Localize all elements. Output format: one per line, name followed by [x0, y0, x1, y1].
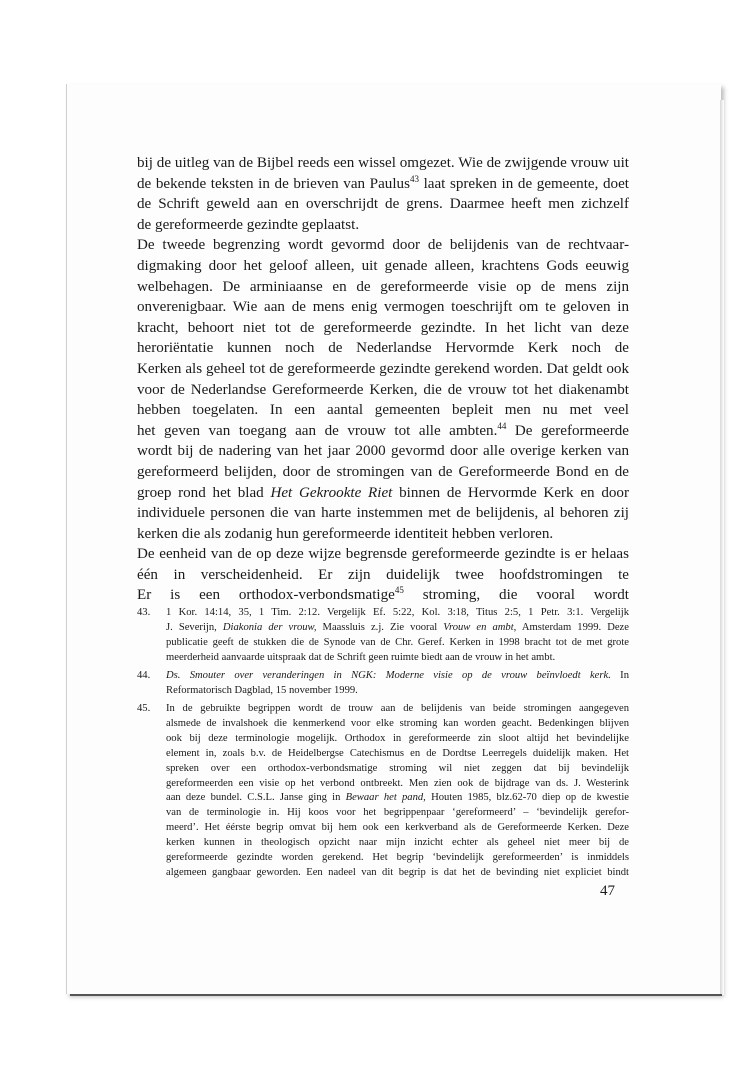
text-line: digmaking door het geloof alleen, uit genade alleen, krachtens Gods eeuwig: [137, 257, 629, 274]
footnote-line: algemeen gangbaar geworden. Een nadeel van dit begrip is dat het de bevinding niet expliciet bindt: [166, 866, 629, 878]
text-line: onverenigbaar. Wie aan de mens enig vermogen toeschrijft om te geloven in: [137, 299, 629, 316]
footnote-line: spreken over een orthodox-verbondsmatige stroming wil niet zeggen dat bij bevindelijk: [166, 762, 629, 774]
text-line: de gereformeerde gezindte geplaatst.: [137, 216, 360, 233]
footnote-number: 43.: [137, 607, 151, 618]
footnote-line: gereformeerde gezindte worden gerekend. Het begrip ‘bevindelijk gereformeerden’ is inmiddels: [166, 852, 629, 864]
text-line: groep rond het blad Het Gekrookte Riet binnen de Hervormde Kerk en door: [137, 484, 629, 501]
footnote-number: 45.: [137, 703, 151, 715]
footnote-line: meerd’. Het éérste begrip omvat bij hem ook een kerkverband als de Gereformeerde Kerken. Deze: [166, 822, 629, 834]
body-text: [137, 153, 629, 606]
text-line: De eenheid van de op deze wijze begrensde gereformeerde gezindte is er helaas: [137, 546, 629, 563]
page-bottom-edge: [70, 994, 722, 996]
footnote-ref[interactable]: 43: [409, 173, 419, 184]
footnote-line: gereformeerden een visie op het verbond ontbreekt. Men zien ook de bijdrage van ds. J. Westerink: [166, 777, 629, 789]
footnote-line: aan deze bundel. C.S.L. Janse ging in Bewaar het pand, Houten 1985, blz.62-70 diep op de kwestie: [166, 792, 629, 804]
footnote-line: van de terminologie in. Hij koos voor het begrippenpaar ‘gereformeerd’ – ‘bevindelijk gerefor-: [166, 807, 629, 819]
text-line: Er is een orthodox-verbondsmatige$^{45}$ stroming, die vooral wordt: [137, 585, 629, 604]
footnote-43: [137, 606, 629, 666]
text-line: hebben toegelaten. In een aantal gemeenten bepleit men nu met veel: [137, 402, 629, 419]
footnote-ref[interactable]: 44: [497, 420, 507, 431]
text-line: Kerken als geheel tot de gereformeerde gezindte gerekend worden. Dat geldt ook: [137, 360, 629, 377]
text-line: wordt bij de nadering van het jaar 2000 gevormd door alle overige kerken van: [137, 443, 629, 460]
page-edge: [720, 100, 724, 995]
text-line: welbehagen. De arminiaanse en de gereformeerde visie op de mens zijn: [137, 278, 629, 295]
text-line: individuele personen die van harte instemmen met de belijdenis, al behoren zij: [137, 505, 629, 522]
text-line: gereformeerd belijden, door de stromingen van de Gereformeerde Bond en de: [137, 463, 629, 480]
footnote-line: J. Severijn, Diakonia der vrouw, Maassluis z.j. Zie vooral Vrouw en ambt, Amsterdam 1999. Deze: [166, 621, 629, 633]
footnote-line: In de gebruikte begrippen wordt de trouw aan de belijdenis van beide stromingen aangegeven: [166, 703, 629, 715]
footnote-line: kerken kunnen in theologisch opzicht naar mijn inzicht echter als geheel niet meer bij de: [166, 837, 629, 849]
footnote-number: 44.: [137, 669, 151, 681]
footnote-line: 1 Kor. 14:14, 35, 1 Tim. 2:12. Vergelijk Ef. 5:22, Kol. 3:18, Titus 2:5, 1 Petr. 3:1. Vergelijk: [166, 607, 629, 618]
footnote-ref[interactable]: 45: [394, 585, 404, 596]
text-line: De tweede begrenzing wordt gevormd door de belijdenis van de rechtvaar-: [137, 237, 629, 254]
footnote-line: alsmede de invalshoek die kenmerkend voor elke stroming kan worden geacht. Bedenkingen blijven: [166, 718, 629, 730]
text-line: de bekende teksten in de brieven van Paulus$^{43}$ laat spreken in de gemeente, doet: [137, 173, 629, 192]
text-line: bij de uitleg van de Bijbel reeds een wissel omgezet. Wie de zwijgende vrouw uit: [137, 155, 629, 171]
text-line: één in verscheidenheid. Er zijn duidelijk twee hoofdstromingen te: [137, 566, 629, 583]
footnote-line: Ds. Smouter over veranderingen in NGK: Moderne visie op de vrouw beïnvloedt kerk. In: [166, 669, 629, 681]
footnote-line: ook bij deze terminologie mogelijk. Orthodox in gereformeerde zin sloot altijd het bevindelijke: [166, 732, 629, 744]
text-line: voor de Nederlandse Gereformeerde Kerken, die de vrouw tot het diakenambt: [137, 381, 629, 398]
page-number: 47: [600, 883, 615, 899]
footnote-line: Reformatorisch Dagblad, 15 november 1999.: [166, 684, 358, 696]
footnote-45: [137, 702, 629, 881]
text-line: de Schrift geweld aan en overschrijdt de grens. Daarmee heeft men zichzelf: [137, 196, 629, 213]
text-line: kracht, behoort niet tot de gereformeerde gezindte. In het licht van deze: [137, 319, 629, 336]
footnote-line: element in, zoals b.v. de Heidelbergse Catechismus en de Dordtse Leerregels duidelijk maken. Het: [166, 747, 629, 759]
text-line: heroriëntatie kunnen noch de Nederlandse Hervormde Kerk noch de: [137, 340, 629, 357]
footnotes: [137, 606, 629, 884]
footnote-44: [137, 669, 629, 699]
footnote-line: meerderheid aanvaarde uitspraak dat de Schrift geen ruimte biedt aan de vrouw in het ambt.: [166, 651, 556, 663]
text-line: het geven van toegang aan de vrouw tot alle ambten.$^{44}$ De gereformeerde: [137, 420, 629, 439]
footnote-line: publicatie geeft de stukken die de Synode van de Chr. Geref. Kerken in 1998 bracht tot de met grote: [166, 636, 629, 648]
text-line: kerken die als zodanig hun gereformeerde identiteit hebben verloren.: [137, 525, 554, 542]
